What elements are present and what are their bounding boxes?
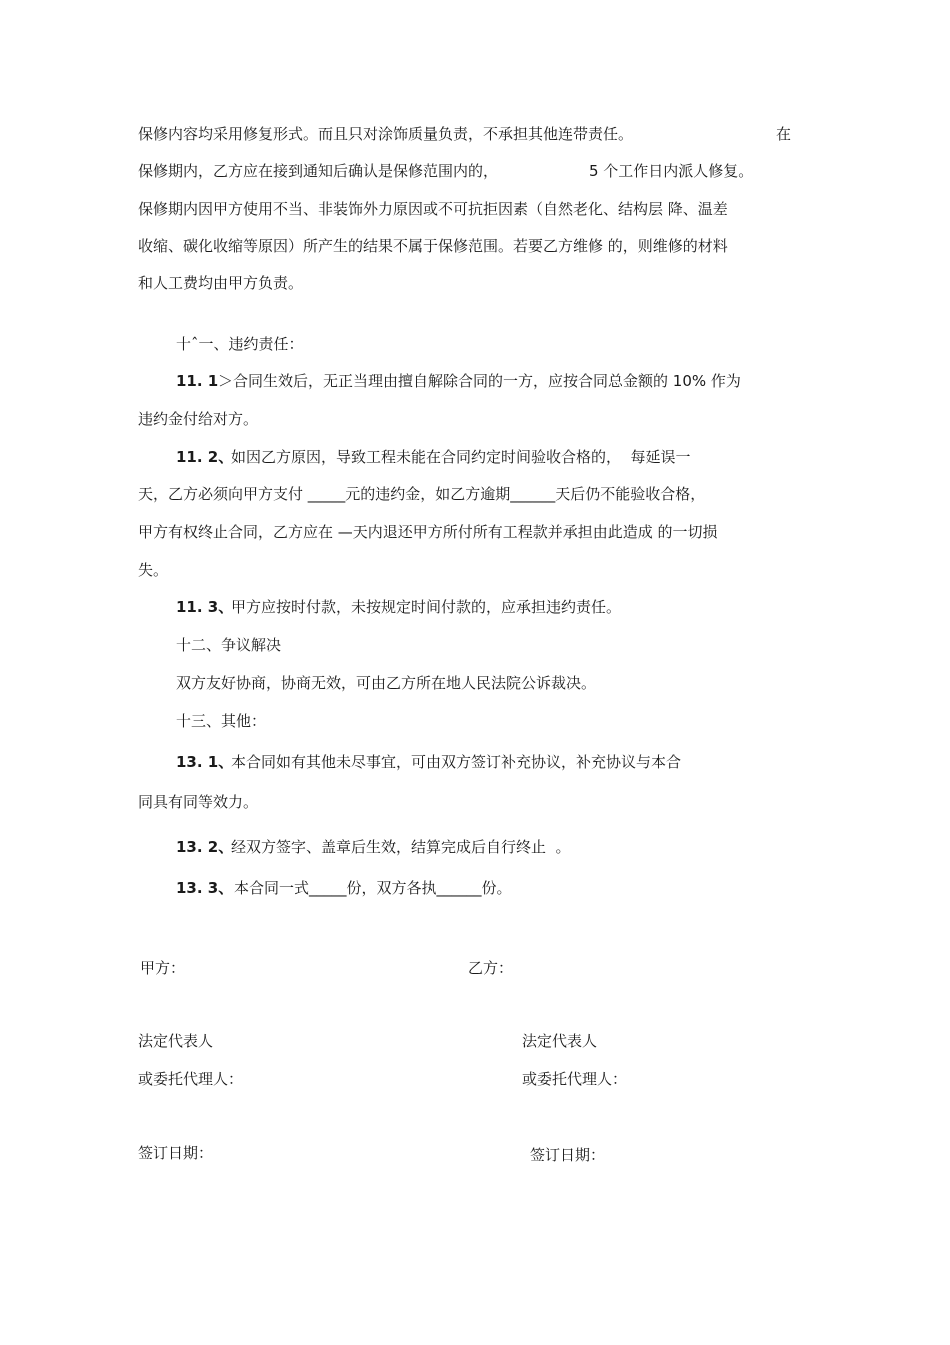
warranty-line-4: 收缩、碳化收缩等原因）所产生的结果不属于保修范围。若要乙方维修 的，则维修的材料 — [138, 237, 728, 255]
warranty-line-2a: 保修期内，乙方应在接到通知后确认是保修范围内的， — [138, 162, 499, 180]
warranty-line-5: 和人工费均由甲方负责。 — [138, 274, 304, 292]
sign-date-b-label: 签订日期： — [530, 1146, 606, 1164]
clause-11-2-continuation-2: 甲方有权终止合同，乙方应在 —天内退还甲方所付所有工程款并承担由此造成 的一切损 — [138, 523, 718, 541]
clause-11-3-number: 11. 3、 — [176, 598, 234, 616]
clause-13-2-text: 经双方签字、盖章后生效，结算完成后自行终止 。 — [231, 838, 571, 856]
clause-13-1-text: 本合同如有其他未尽事宜，可由双方签订补充协议，补充协议与本合 — [231, 753, 682, 771]
clause-11-1-number: 11. 1 — [176, 372, 219, 390]
clause-11-1-text: ＞合同生效后，无正当理由擅自解除合同的一方，应按合同总金额的 10% 作为 — [218, 372, 741, 390]
sign-date-a-label: 签订日期： — [138, 1144, 214, 1162]
clause-11-2-continuation-1: 天，乙方必须向甲方支付 _____元的违约金，如乙方逾期______天后仍不能验收合格， — [138, 485, 706, 503]
clause-13-3-number: 13. 3、 — [176, 879, 234, 897]
section-12-text: 双方友好协商，协商无效，可由乙方所在地人民法院公诉裁决。 — [176, 674, 597, 692]
clause-11-3-text: 甲方应按时付款，未按规定时间付款的，应承担违约责任。 — [231, 598, 622, 616]
party-a-label: 甲方： — [140, 959, 186, 977]
warranty-line-2b: 5 个工作日内派人修复。 — [589, 162, 754, 180]
clause-11-2-text: 如因乙方原因，导致工程未能在合同约定时间验收合格的， 每延误一 — [231, 448, 691, 466]
clause-11-2-continuation-3: 失。 — [138, 561, 169, 579]
clause-13-2-number: 13. 2、 — [176, 838, 234, 856]
agent-a-label: 或委托代理人： — [138, 1070, 244, 1088]
warranty-line-1: 保修内容均采用修复形式。而且只对涂饰质量负责，不承担其他连带责任。 — [138, 125, 634, 143]
clause-13-1-continuation: 同具有同等效力。 — [138, 793, 259, 811]
legal-rep-b-label: 法定代表人 — [522, 1032, 598, 1050]
clause-13-1-number: 13. 1、 — [176, 753, 234, 771]
agent-b-label: 或委托代理人： — [522, 1070, 628, 1088]
clause-11-1-continuation: 违约金付给对方。 — [138, 410, 259, 428]
party-b-label: 乙方： — [468, 959, 514, 977]
warranty-line-3: 保修期内因甲方使用不当、非装饰外力原因或不可抗拒因素（自然老化、结构层 降、温差 — [138, 200, 728, 218]
warranty-line-1-tail: 在 — [776, 125, 792, 143]
clause-11-2-number: 11. 2、 — [176, 448, 234, 466]
clause-13-3-text: 本合同一式_____份，双方各执______份。 — [234, 879, 512, 897]
section-13-heading: 十三、其他： — [176, 712, 267, 730]
legal-rep-a-label: 法定代表人 — [138, 1032, 214, 1050]
section-12-heading: 十二、争议解决 — [176, 636, 282, 654]
section-11-heading: 十ˆ一、违约责任： — [176, 335, 304, 353]
